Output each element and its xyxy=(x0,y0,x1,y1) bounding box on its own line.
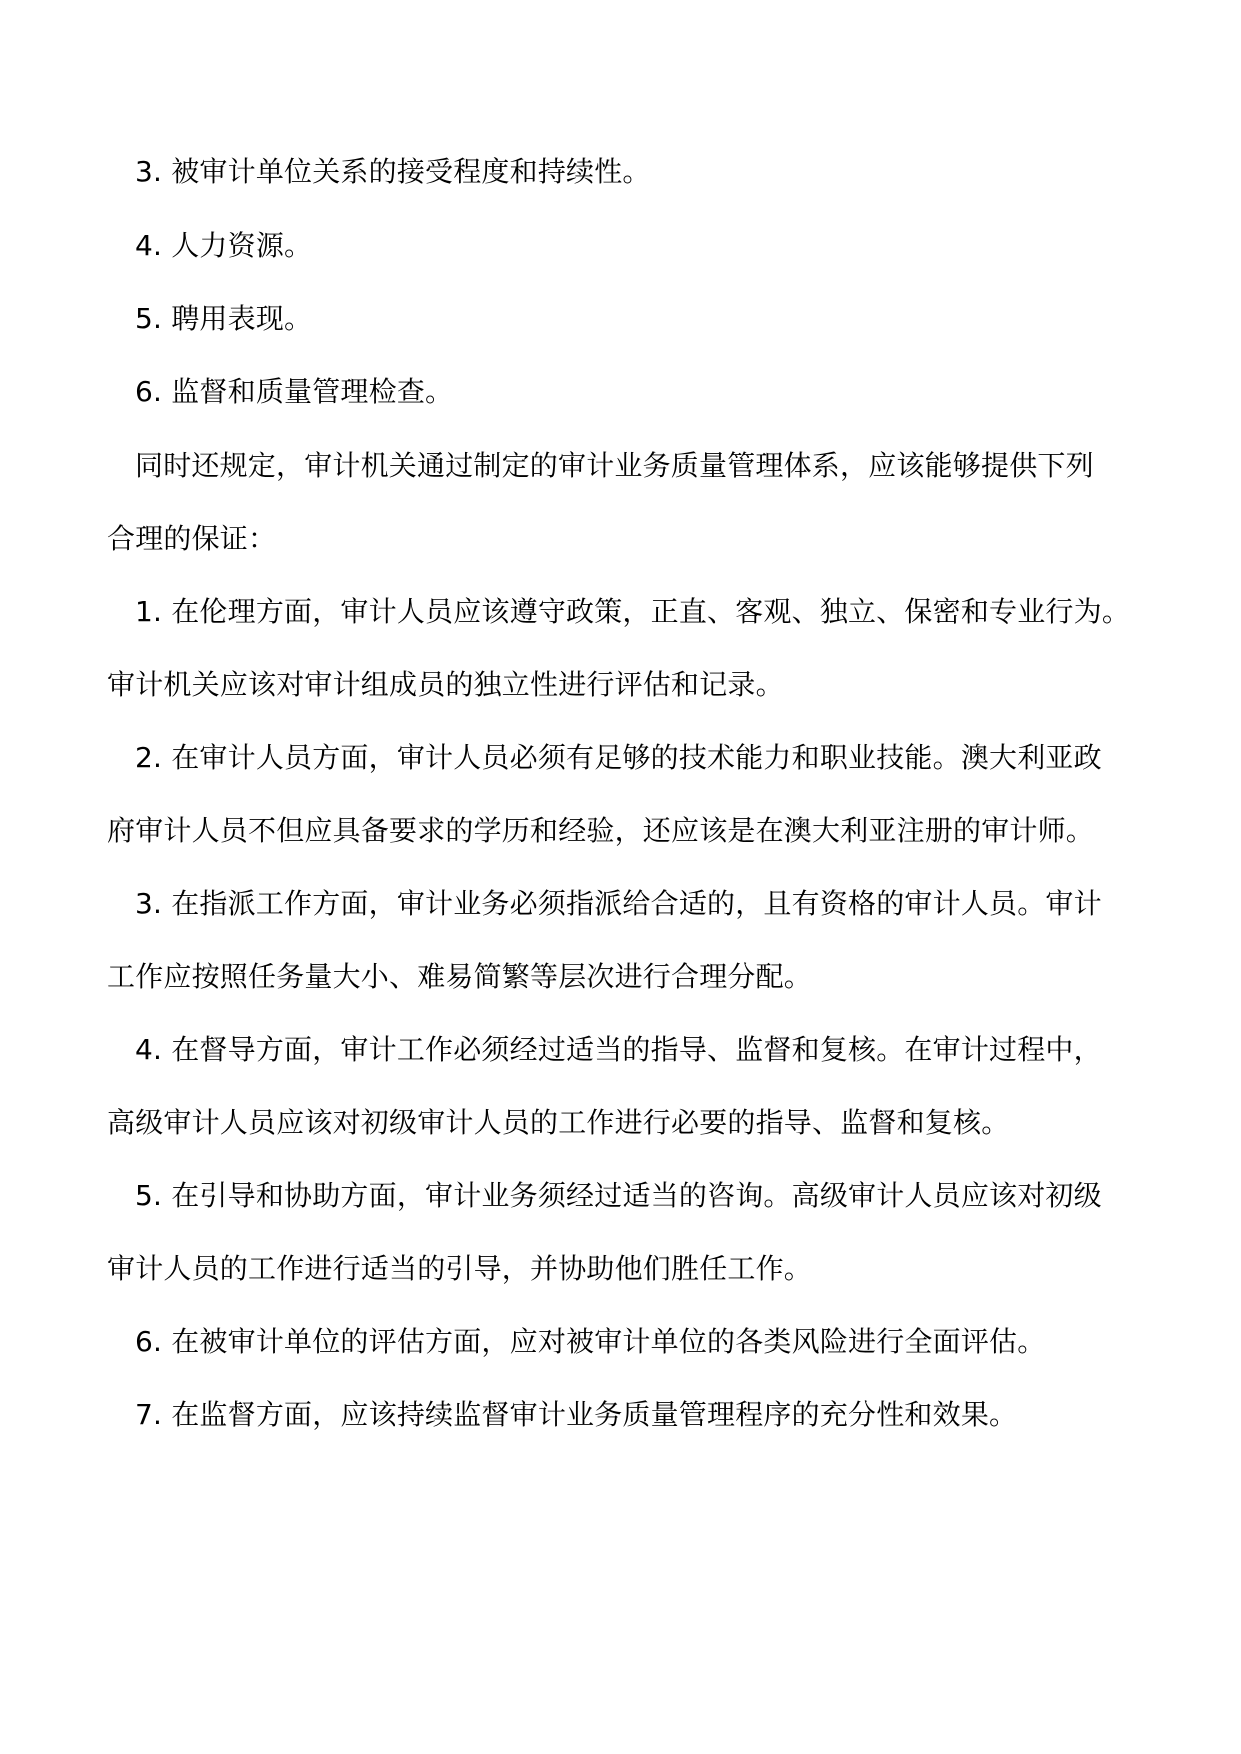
paragraph-line: 审计机关应该对审计组成员的独立性进行评估和记录。 xyxy=(107,668,784,701)
list-item: 7. 在监督方面，应该持续监督审计业务质量管理程序的充分性和效果。 xyxy=(135,1398,1018,1431)
list-item: 2. 在审计人员方面，审计人员必须有足够的技术能力和职业技能。澳大利亚政 xyxy=(135,741,1102,774)
paragraph-line: 审计人员的工作进行适当的引导，并协助他们胜任工作。 xyxy=(107,1252,813,1285)
list-item: 5. 在引导和协助方面，审计业务须经过适当的咨询。高级审计人员应该对初级 xyxy=(135,1179,1102,1212)
list-item: 3. 在指派工作方面，审计业务必须指派给合适的，且有资格的审计人员。审计 xyxy=(135,887,1102,920)
list-item: 1. 在伦理方面，审计人员应该遵守政策，正直、客观、独立、保密和专业行为。 xyxy=(135,595,1131,628)
list-item: 5. 聘用表现。 xyxy=(135,302,313,335)
paragraph-line: 府审计人员不但应具备要求的学历和经验，还应该是在澳大利亚注册的审计师。 xyxy=(107,814,1095,847)
paragraph-line: 合理的保证： xyxy=(107,522,277,555)
paragraph-line: 工作应按照任务量大小、难易简繁等层次进行合理分配。 xyxy=(107,960,813,993)
paragraph-line: 同时还规定，审计机关通过制定的审计业务质量管理体系，应该能够提供下列 xyxy=(135,449,1094,482)
list-item: 3. 被审计单位关系的接受程度和持续性。 xyxy=(135,155,651,188)
list-item: 4. 在督导方面，审计工作必须经过适当的指导、监督和复核。在审计过程中， xyxy=(135,1033,1102,1066)
paragraph-line: 高级审计人员应该对初级审计人员的工作进行必要的指导、监督和复核。 xyxy=(107,1106,1010,1139)
list-item: 6. 监督和质量管理检查。 xyxy=(135,375,454,408)
list-item: 6. 在被审计单位的评估方面，应对被审计单位的各类风险进行全面评估。 xyxy=(135,1325,1046,1358)
list-item: 4. 人力资源。 xyxy=(135,229,313,262)
